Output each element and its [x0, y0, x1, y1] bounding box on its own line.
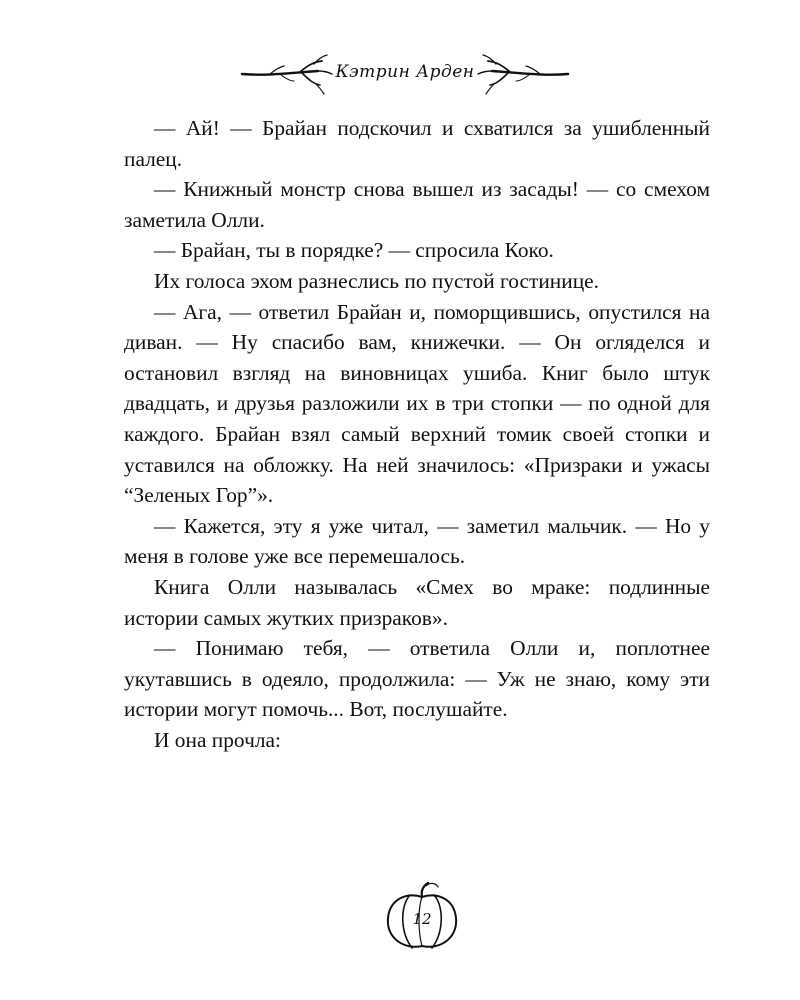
- paragraph: — Брайан, ты в порядке? — спросила Коко.: [154, 238, 554, 263]
- paragraph: — Кажется, эту я уже читал, — заметил мальчик. — Но у меня в голове уже все перемешалось.: [124, 513, 710, 569]
- paragraph: И она прочла:: [154, 727, 281, 752]
- paragraph: — Книжный монстр снова вышел из засады! — со смехом заметила Олли.: [124, 177, 710, 232]
- paragraph: — Ай! — Брайан подскочил и схватился за ушибленный палец.: [124, 116, 710, 171]
- page-number: 12: [412, 910, 432, 928]
- running-header: [240, 52, 570, 98]
- body-text: [124, 113, 710, 755]
- page-footer: [382, 880, 462, 956]
- paragraph: Их голоса эхом разнеслись по пустой гостинице.: [154, 268, 599, 293]
- paragraph: — Ага, — ответил Брайан и, поморщившись, опустился на диван. — Ну спасибо вам, книжечки. — Он огляделся и остановил взгляд на виновницах ушиба. Книг было штук двадцать, и друзья разложили их в три стопки — по одной для каждого. Брайан взял самый верхний томик своей стопки и уставился на обложку. На ней значилось: «Призраки и ужасы “Зеленых Гор”».: [124, 299, 710, 508]
- paragraph: — Понимаю тебя, — ответила Олли и, поплотнее укутавшись в одеяло, продолжила: — Уж не знаю, кому эти истории могут помочь... Вот, послушайте.: [124, 636, 710, 722]
- paragraph: Книга Олли называлась «Смех во мраке: подлинные истории самых жутких призраков».: [124, 574, 710, 630]
- author-name: Кэтрин Арден: [335, 62, 475, 82]
